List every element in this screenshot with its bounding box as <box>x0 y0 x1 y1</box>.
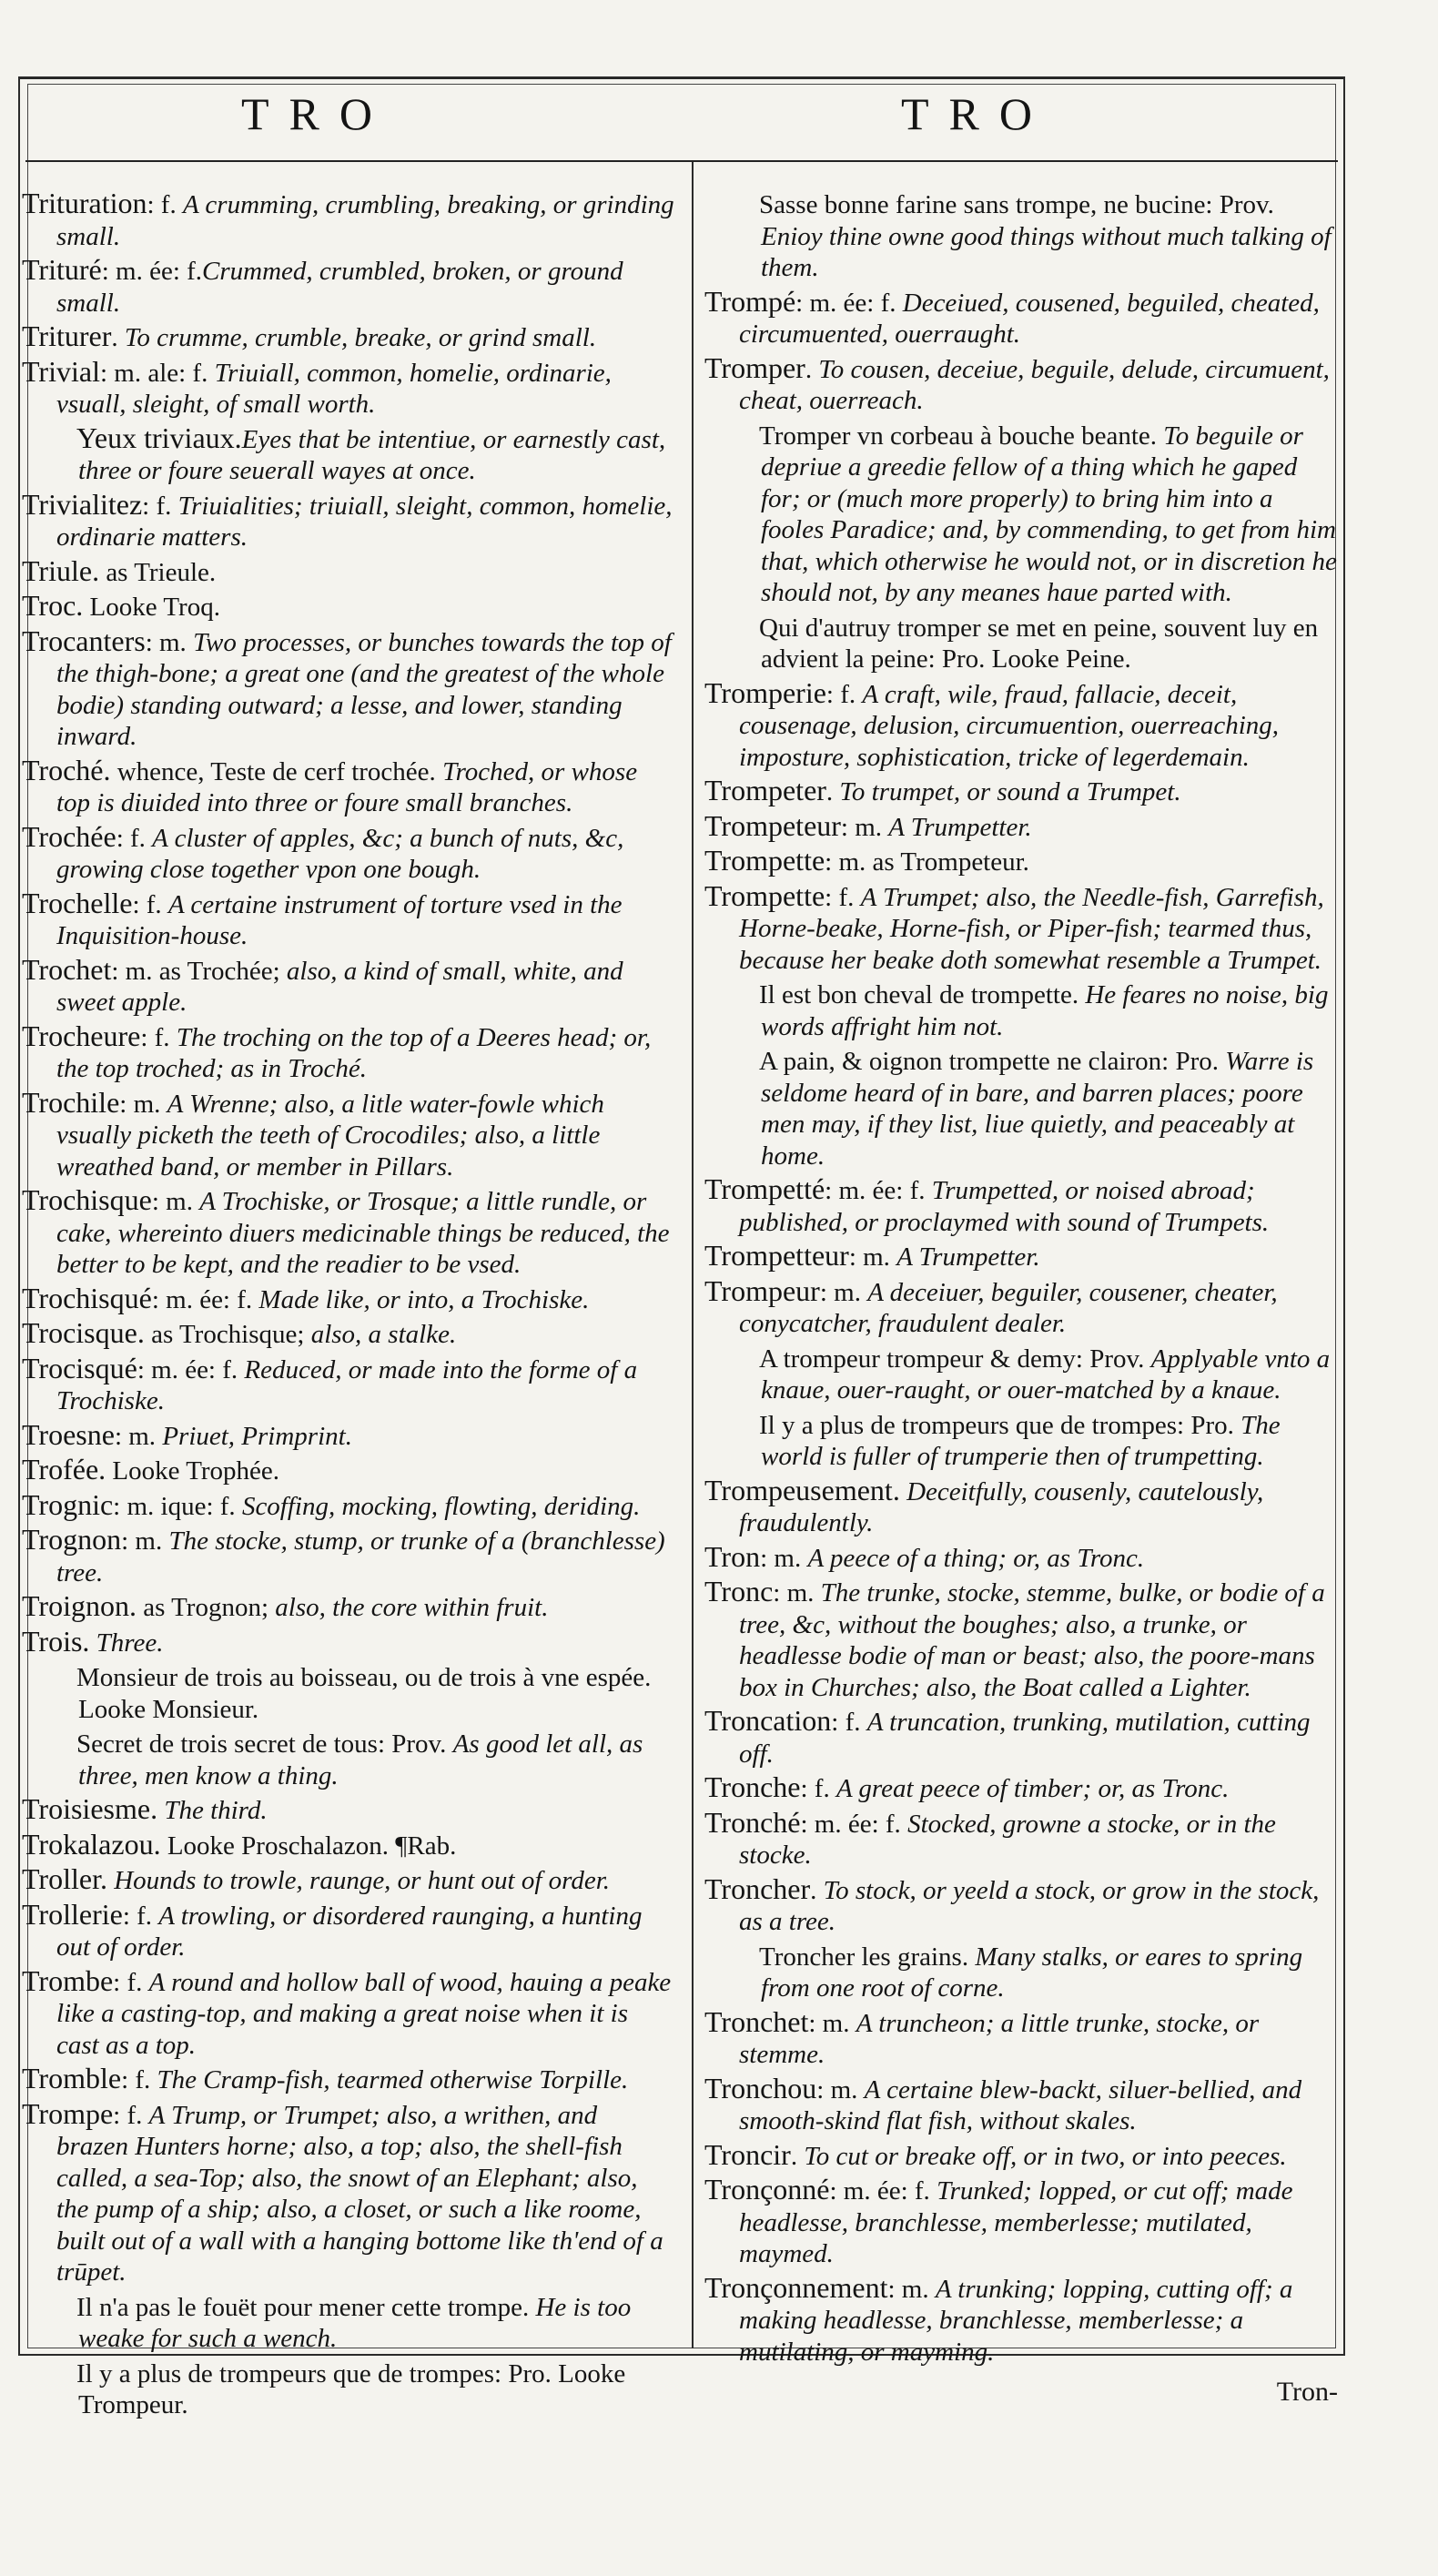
definition: The Cramp-fish, tearmed otherwise Torpille. <box>157 2065 629 2094</box>
dictionary-entry <box>704 352 1342 417</box>
definition: A Trumpet; also, the Needle-fish, Garrefish, Horne-beake, Horne-fish, or Piper-fish; tearmed thus, because her beake doth somewhat resemble a Trumpet. <box>739 882 1324 975</box>
sub-entry <box>726 188 1342 284</box>
grammar-note: Qui d'autruy tromper se met en peine, souvent luy en advient la peine: Pro. Looke Peine. <box>759 613 1319 674</box>
grammar-note: Troncher les grains. <box>759 1942 976 1972</box>
dictionary-entry <box>22 1590 675 1624</box>
dictionary-entry <box>704 1771 1342 1805</box>
definition: As good let all, as three, men know a thing. <box>78 1729 643 1790</box>
definition: A Trochiske, or Trosque; a little rundle, or cake, whereinto diuers medicinable things be reduced, the better to be kept, and the readier to be vsed. <box>56 1187 670 1279</box>
definition: To crumme, crumble, breake, or grind small. <box>124 323 597 352</box>
definition: A Trump, or Trumpet; also, a writhen, and brazen Hunters horne; also, a top; also, the shell-fish called, a sea-Top; also, the snowt of an Elephant; also, the pump of a ship; also, a closet, or such a like roome, built out of a wall with a hanging bottome like th'end of a trūpet. <box>56 2100 663 2287</box>
headword: Trochisqué <box>22 1281 152 1314</box>
sub-entry <box>44 422 675 487</box>
headword: Troncher <box>704 1871 811 1905</box>
running-head-right: TRO <box>901 88 1052 139</box>
grammar-note: Secret de trois secret de tous: Prov. <box>76 1729 453 1759</box>
definition: Triuialities; triuiall, sleight, common, homelie, ordinarie matters. <box>56 491 673 552</box>
headword: Trombe <box>22 1963 114 1997</box>
sub-entry <box>726 1940 1342 2004</box>
headword: Tron <box>704 1539 761 1573</box>
grammar-note: . <box>805 354 819 384</box>
definition: The troching on the top of a Deeres head; or, the top troched; as in Troché. <box>56 1022 652 1083</box>
grammar-note: . <box>825 777 840 806</box>
dictionary-entry <box>704 2174 1342 2270</box>
header-rule <box>25 160 1338 162</box>
dictionary-entry <box>704 1173 1342 1238</box>
headword: Troller. <box>22 1862 107 1895</box>
dictionary-entry <box>22 1524 675 1588</box>
grammar-note: : m. ée: f. <box>825 1176 932 1205</box>
definition: To cousen, deceiue, beguile, delude, circumuent, cheat, ouerreach. <box>739 354 1330 415</box>
definition: He feares no noise, big words affright him not. <box>761 980 1329 1041</box>
grammar-note: : f. <box>116 823 153 853</box>
headword: Troignon. <box>22 1589 137 1622</box>
grammar-note: . <box>790 2141 805 2171</box>
definition: Made like, or into, a Trochiske. <box>258 1284 590 1314</box>
dictionary-entry <box>22 1899 675 1963</box>
grammar-note: Looke Trophée. <box>106 1456 280 1486</box>
headword: Troisiesme. <box>22 1792 158 1825</box>
grammar-note: : f. <box>140 1022 177 1052</box>
grammar-note: . <box>111 323 125 352</box>
definition: To cut or breake off, or in two, or into peeces. <box>804 2141 1287 2171</box>
dictionary-entry <box>22 188 675 252</box>
grammar-note: : m. ée: f. <box>151 1284 259 1314</box>
definition: To stock, or yeeld a stock, or grow in the stock, as a tree. <box>739 1875 1320 1936</box>
dictionary-entry <box>22 887 675 952</box>
sub-entry <box>726 1408 1342 1473</box>
headword: Trochisque <box>22 1183 152 1216</box>
headword: Troc. <box>22 589 84 622</box>
definition: Crummed, crumbled, broken, or ground small. <box>56 257 623 318</box>
dictionary-entry <box>704 2073 1342 2137</box>
grammar-note <box>900 1477 906 1506</box>
grammar-note: Il est bon cheval de trompette. <box>759 980 1086 1009</box>
dictionary-entry <box>704 1275 1342 1340</box>
headword: Troesne <box>22 1417 115 1451</box>
dictionary-entry <box>704 1873 1342 1938</box>
grammar-note: . <box>810 1875 824 1905</box>
definition: A peece of a thing; or, as Tronc. <box>807 1543 1145 1573</box>
definition: A truncheon; a little trunke, stocke, or stemme. <box>739 2008 1260 2069</box>
dictionary-entry <box>22 1793 675 1827</box>
headword: Trompe <box>22 2096 114 2130</box>
column-rule <box>692 162 694 2348</box>
headword: Tronçonnement <box>704 2270 888 2304</box>
definition: also, the core within fruit. <box>275 1593 549 1622</box>
dictionary-entry <box>22 625 675 753</box>
headword: Trituré <box>22 253 102 286</box>
grammar-note: A pain, & oignon trompette ne clairon: Pro. <box>759 1047 1226 1076</box>
grammar-note: : m. ée: f. <box>829 2176 937 2206</box>
sub-entry <box>44 2357 675 2421</box>
headword: Trompetteur <box>704 1239 849 1272</box>
definition: Hounds to trowle, raunge, or hunt out of order. <box>114 1866 611 1895</box>
definition: A craft, wile, fraud, fallacie, deceit, cousenage, delusion, circumuention, ouerreaching, imposture, sophistication, tricke of legerdemain. <box>739 679 1280 772</box>
headword: Trompette <box>704 844 825 877</box>
definition: A trunking; lopping, cutting off; a making headlesse, branchlesse, memberlesse; a mutilating, or mayming. <box>739 2274 1293 2367</box>
headword: Tronche <box>704 1770 801 1803</box>
grammar-note: A trompeur trompeur & demy: Prov. <box>759 1344 1151 1374</box>
dictionary-entry <box>22 2098 675 2288</box>
dictionary-entry <box>704 845 1342 878</box>
definition: Deceitfully, cousenly, cautelously, fraudulently. <box>739 1476 1264 1537</box>
headword: Tromper <box>704 350 805 384</box>
dictionary-entry <box>704 2139 1342 2173</box>
dictionary-entry <box>22 2063 675 2096</box>
grammar-note: : m. ée: f. <box>101 257 203 286</box>
definition: also, a stalke. <box>310 1320 457 1349</box>
headword: Trituration <box>22 187 147 219</box>
headword: Trompé <box>704 284 796 318</box>
dictionary-entry <box>704 810 1342 844</box>
dictionary-entry <box>704 1705 1342 1770</box>
definition: The third. <box>164 1796 268 1825</box>
grammar-note: : m. <box>887 2274 936 2304</box>
headword: Troché. <box>22 753 111 786</box>
definition: A Wrenne; also, a litle water-fowle which vsually picketh the teeth of Crocodiles; also, a little wreathed band, or member in Pillars. <box>56 1089 604 1182</box>
dictionary-entry <box>22 755 675 819</box>
dictionary-entry <box>22 320 675 354</box>
grammar-note: Tromper vn corbeau à bouche beante. <box>759 421 1164 451</box>
headword: Tronchou <box>704 2071 817 2104</box>
dictionary-entry <box>704 1240 1342 1273</box>
definition: also, a kind of small, white, and sweet apple. <box>56 956 623 1017</box>
definition: Scoffing, mocking, flowting, deriding. <box>241 1491 641 1521</box>
dictionary-entry <box>22 1829 675 1862</box>
right-column <box>704 188 1342 2409</box>
headword: Trivialitez <box>22 487 143 521</box>
headword: Tronché <box>704 1805 801 1839</box>
grammar-note: : f. <box>132 889 168 919</box>
headword: Trivial <box>22 354 100 388</box>
headword: Trocanters <box>22 624 146 657</box>
grammar-note: : m. ée: f. <box>137 1354 245 1384</box>
headword: Trompeteur <box>704 808 841 842</box>
headword: Yeux triviaux. <box>76 421 242 454</box>
definition: The world is fuller of trumperie then of trumpetting. <box>761 1410 1281 1471</box>
definition: Eyes that be intentiue, or earnestly cast, three or foure seuerall wayes at once. <box>78 424 666 485</box>
grammar-note: : f. <box>121 2065 157 2094</box>
headword: Trompeter <box>704 774 826 806</box>
grammar-note: : f. <box>800 1774 836 1803</box>
dictionary-entry <box>22 254 675 319</box>
headword: Troncir <box>704 2137 791 2171</box>
headword: Trochile <box>22 1085 120 1119</box>
headword: Troncation <box>704 1704 832 1737</box>
catchword: Tron- <box>1276 2377 1338 2407</box>
headword: Trokalazou. <box>22 1827 161 1861</box>
headword: Tronçonné <box>704 2173 830 2206</box>
sub-entry <box>726 1342 1342 1406</box>
grammar-note: : m. <box>819 1277 868 1307</box>
dictionary-entry <box>704 880 1342 977</box>
headword: Trochée <box>22 819 116 853</box>
dictionary-entry <box>704 1541 1342 1575</box>
grammar-note: : f. <box>113 1967 149 1997</box>
dictionary-entry <box>22 1419 675 1453</box>
headword: Trochelle <box>22 886 133 919</box>
grammar-note: Il n'a pas le fouët pour mener cette trompe. <box>76 2292 536 2322</box>
definition: Priuet, Primprint. <box>162 1421 352 1451</box>
definition: The trunke, stocke, stemme, bulke, or bodie of a tree, &c, without the boughes; also, a trunke, or headlesse bodie of man or beast; also, the poore-mans box in Churches; also, the Boat called a Lighter. <box>739 1578 1325 1702</box>
headword: Trognic <box>22 1487 114 1521</box>
grammar-note: Monsieur de trois au boisseau, ou de trois à vne espée. Looke Monsieur. <box>76 1663 652 1724</box>
dictionary-entry <box>22 1626 675 1659</box>
grammar-note: : m. <box>151 1187 200 1216</box>
definition: Many stalks, or eares to spring from one root of corne. <box>761 1942 1303 2003</box>
dictionary-entry <box>22 356 675 421</box>
definition: Troched, or whose top is diuided into three or foure small branches. <box>56 756 638 817</box>
definition: A Trumpetter. <box>888 812 1032 842</box>
grammar-note: : m. <box>114 1421 163 1451</box>
dictionary-entry <box>22 1020 675 1085</box>
definition: A trowling, or disordered raunging, a hunting out of order. <box>56 1901 643 1962</box>
sub-entry <box>726 419 1342 609</box>
grammar-note: : m. <box>119 1089 167 1119</box>
definition: Trumpetted, or noised abroad; published, or proclaymed with sound of Trumpets. <box>739 1176 1270 1237</box>
dictionary-entry <box>22 1283 675 1316</box>
headword: Trois. <box>22 1624 90 1658</box>
dictionary-entry <box>704 775 1342 808</box>
definition: The stocke, stump, or trunke of a (branchlesse) tree. <box>56 1526 665 1587</box>
definition: A certaine blew-backt, siluer-bellied, and smooth-skind flat fish, without skales. <box>739 2074 1302 2135</box>
headword: Trollerie <box>22 1897 123 1931</box>
headword: Triturer <box>22 319 112 352</box>
grammar-note: as Trieule. <box>99 557 217 587</box>
running-head-left: TRO <box>241 88 392 139</box>
dictionary-entry <box>22 1454 675 1487</box>
headword: Tronchet <box>704 2004 809 2038</box>
grammar-note: Sasse bonne farine sans trompe, ne bucine: Prov. <box>759 190 1274 219</box>
definition: To trumpet, or sound a Trumpet. <box>839 777 1181 806</box>
sub-entry <box>44 1660 675 1725</box>
definition: A truncation, trunking, mutilation, cutting off. <box>739 1708 1311 1769</box>
dictionary-entry <box>22 1863 675 1897</box>
definition: Enioy thine owne good things without much talking of them. <box>761 221 1332 282</box>
grammar-note: : m. ale: f. <box>99 358 215 388</box>
headword: Trompette <box>704 878 825 912</box>
headword: Tromble <box>22 2062 122 2094</box>
definition: Applyable vnto a knaue, ouer-raught, or ouer-matched by a knaue. <box>761 1344 1331 1405</box>
definition: A great peece of timber; or, as Tronc. <box>835 1774 1230 1803</box>
sub-entry <box>726 1044 1342 1171</box>
headword: Trompetté <box>704 1172 825 1205</box>
definition: Triuiall, common, homelie, ordinarie, vsuall, sleight, of small worth. <box>56 358 612 419</box>
grammar-note: : m. ée: f. <box>800 1809 908 1839</box>
grammar-note: : f. <box>831 1708 867 1737</box>
grammar-note: : m. <box>816 2074 865 2104</box>
definition: Warre is seldome heard of in bare, and barren places; poore men may, if they list, liue quietly, and peaceably at home. <box>761 1047 1314 1171</box>
dictionary-entry <box>22 1087 675 1183</box>
headword: Tromperie <box>704 675 826 709</box>
definition: Trunked; lopped, or cut off; made headlesse, branchlesse, memberlesse; mutilated, maymed. <box>739 2176 1293 2268</box>
grammar-note: as Trochisque; <box>144 1320 311 1349</box>
dictionary-entry <box>704 1475 1342 1539</box>
grammar-note: Il y a plus de trompeurs que de trompes: Pro. <box>759 1410 1241 1440</box>
sub-entry <box>726 978 1342 1042</box>
headword: Trompeur <box>704 1273 820 1307</box>
grammar-note: Il y a plus de trompeurs que de trompes: Pro. Looke Trompeur. <box>76 2358 626 2419</box>
grammar-note: : m. <box>773 1578 821 1607</box>
definition: A certaine instrument of torture vsed in the Inquisition-house. <box>56 889 623 950</box>
grammar-note: Looke Troq. <box>83 593 220 622</box>
grammar-note: whence, Teste de cerf trochée. <box>110 756 443 786</box>
definition: Stocked, growne a stocke, or in the stocke. <box>739 1809 1276 1870</box>
dictionary-entry <box>22 1184 675 1281</box>
dictionary-entry <box>22 1353 675 1417</box>
grammar-note: as Trognon; <box>136 1593 276 1622</box>
headword: Trocisqué <box>22 1351 137 1384</box>
dictionary-entry <box>22 821 675 886</box>
headword: Trompeusement. <box>704 1473 900 1506</box>
grammar-note <box>89 1628 96 1658</box>
sub-entry <box>44 1727 675 1791</box>
left-column <box>22 188 675 2423</box>
headword: Trognon <box>22 1523 122 1556</box>
grammar-note: : m. <box>145 627 194 657</box>
grammar-note: : f. <box>825 679 863 709</box>
definition: A cluster of apples, &c; a bunch of nuts, &c, growing close together vpon one bough. <box>56 823 624 884</box>
definition: To beguile or depriue a greedie fellow of a thing which he gaped for; or (much more properly) to bring him into a fooles Paradice; and, by commending, to get from him that, which otherwise he would not, or in discretion he should not, by any meanes haue parted with. <box>761 421 1337 607</box>
grammar-note: : m. <box>808 2008 856 2038</box>
grammar-note: : m. <box>848 1242 897 1272</box>
grammar-note: : f. <box>825 882 861 912</box>
headword: Trocheure <box>22 1019 141 1052</box>
dictionary-entry <box>22 954 675 1019</box>
grammar-note: Looke Proschalazon. ¶Rab. <box>160 1831 457 1861</box>
grammar-note: : m. <box>760 1543 808 1573</box>
dictionary-entry <box>22 590 675 624</box>
definition: A Trumpetter. <box>896 1242 1040 1272</box>
definition: Three. <box>96 1628 164 1658</box>
headword: Trocisque. <box>22 1316 145 1349</box>
definition: A deceiuer, beguiler, cousener, cheater, conycatcher, fraudulent dealer. <box>739 1277 1278 1338</box>
grammar-note: : m. ique: f. <box>113 1491 242 1521</box>
dictionary-entry <box>704 1576 1342 1703</box>
dictionary-entry <box>704 1807 1342 1871</box>
sub-entry <box>44 2290 675 2355</box>
headword: Triule. <box>22 553 100 587</box>
grammar-note: : m. <box>121 1526 169 1556</box>
headword: Tronc <box>704 1575 774 1607</box>
definition: Deceiued, cousened, beguiled, cheated, circumuented, ouerraught. <box>739 288 1320 349</box>
grammar-note: : m. <box>840 812 889 842</box>
grammar-note: : f. <box>122 1901 159 1931</box>
dictionary-entry <box>704 286 1342 350</box>
dictionary-entry <box>704 2272 1342 2368</box>
grammar-note: : m. ée: f. <box>795 288 903 318</box>
dictionary-entry <box>22 489 675 553</box>
definition: Two processes, or bunches towards the top of the thigh-bone; a great one (and the greatest of the whole bodie) standing outward; a lesse, and lower, standing inward. <box>56 627 672 751</box>
sub-entry <box>726 611 1342 675</box>
definition: A round and hollow ball of wood, hauing a peake like a casting-top, and making a great noise when it is cast as a top. <box>56 1967 672 2060</box>
grammar-note: : m. as Trochée; <box>111 956 287 986</box>
dictionary-entry <box>22 555 675 589</box>
headword: Trofée. <box>22 1453 106 1486</box>
grammar-note: : f. <box>142 491 178 521</box>
dictionary-entry <box>22 1489 675 1523</box>
dictionary-entry <box>22 1965 675 2062</box>
dictionary-entry <box>704 677 1342 774</box>
dictionary-entry <box>22 1317 675 1351</box>
grammar-note: : f. <box>113 2100 149 2130</box>
dictionary-entry <box>704 2006 1342 2071</box>
grammar-note: : m. as Trompeteur. <box>825 847 1029 877</box>
definition: He is too weake for such a wench. <box>78 2292 632 2353</box>
headword: Trochet <box>22 952 112 986</box>
definition: A crumming, crumbling, breaking, or grinding small. <box>56 190 674 251</box>
definition: Reduced, or made into the forme of a Trochiske. <box>56 1354 638 1415</box>
grammar-note: : f. <box>147 190 183 219</box>
